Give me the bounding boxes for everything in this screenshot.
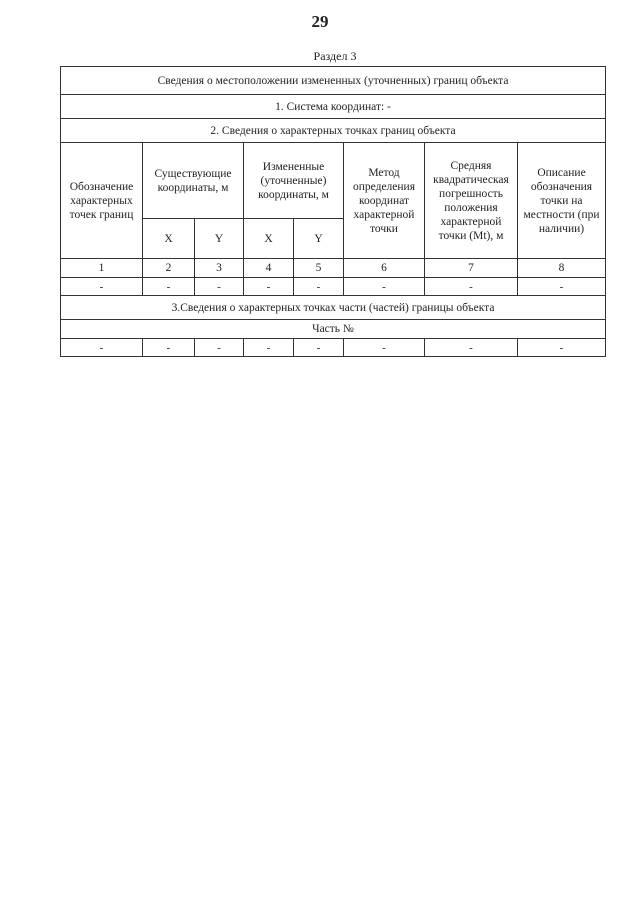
table-cell: -	[294, 339, 344, 357]
table-cell: -	[61, 339, 143, 357]
part-label-row	[61, 320, 606, 339]
points-header-row	[61, 119, 606, 143]
points-header: 2. Сведения о характерных точках границ объекта	[61, 119, 606, 143]
parts-header-row	[61, 296, 606, 320]
header-changed-x: X	[244, 219, 294, 259]
header-changed-y: Y	[294, 219, 344, 259]
table-cell: -	[195, 339, 244, 357]
parts-data-row	[61, 339, 606, 357]
header-changed: Измененные (уточненные) координаты, м	[244, 143, 344, 219]
header-existing: Существующие координаты, м	[143, 143, 244, 219]
column-number: 3	[195, 259, 244, 278]
boundary-table	[60, 66, 606, 357]
table-cell: -	[195, 278, 244, 296]
table-caption: Сведения о местоположении измененных (уточненных) границ объекта	[61, 67, 606, 95]
header-method: Метод определения координат характерной точки	[344, 143, 425, 259]
table-cell: -	[244, 278, 294, 296]
table-cell: -	[294, 278, 344, 296]
header-designation: Обозначение характерных точек границ	[61, 143, 143, 259]
table-cell: -	[143, 278, 195, 296]
table-cell: -	[425, 278, 518, 296]
table-cell: -	[143, 339, 195, 357]
column-number: 6	[344, 259, 425, 278]
points-data-row	[61, 278, 606, 296]
section-title: Раздел 3	[313, 49, 357, 63]
column-number: 4	[244, 259, 294, 278]
table-cell: -	[518, 278, 606, 296]
column-number: 7	[425, 259, 518, 278]
column-header-row	[61, 143, 606, 219]
coord-system-row	[61, 95, 606, 119]
column-number: 5	[294, 259, 344, 278]
table-cell: -	[518, 339, 606, 357]
caption-row	[61, 67, 606, 95]
header-existing-x: X	[143, 219, 195, 259]
page-number: 29	[311, 12, 329, 31]
table-cell: -	[344, 278, 425, 296]
header-description: Описание обозначения точки на местности (при наличии)	[518, 143, 606, 259]
table-cell: -	[61, 278, 143, 296]
table-cell: -	[425, 339, 518, 357]
column-number-row	[61, 259, 606, 278]
column-number: 1	[61, 259, 143, 278]
header-existing-y: Y	[195, 219, 244, 259]
table-cell: -	[244, 339, 294, 357]
coord-system: 1. Система координат: -	[61, 95, 606, 119]
table-cell: -	[344, 339, 425, 357]
parts-header: 3.Сведения о характерных точках части (частей) границы объекта	[61, 296, 606, 320]
column-number: 2	[143, 259, 195, 278]
part-label: Часть №	[61, 320, 606, 339]
header-accuracy: Средняя квадратическая погрешность положения характерной точки (Mt), м	[425, 143, 518, 259]
column-number: 8	[518, 259, 606, 278]
